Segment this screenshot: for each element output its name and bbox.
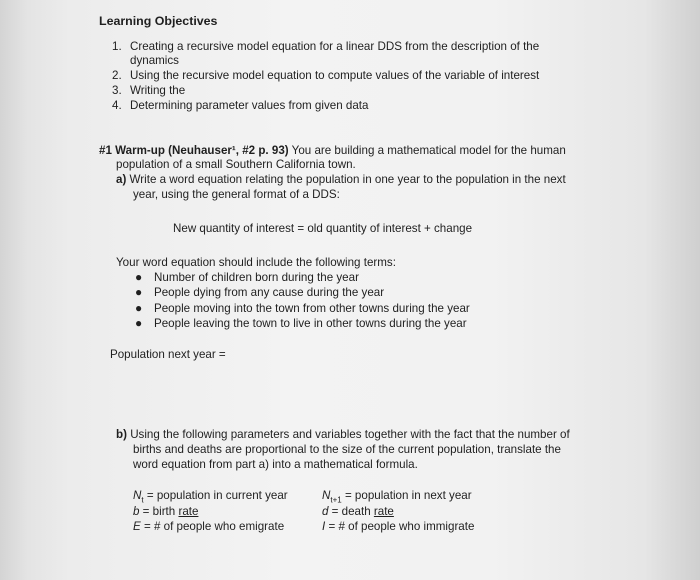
problem-intro-line1: #1 Warm-up (Neuhauser¹, #2 p. 93) You are building a mathematical model for the human	[99, 144, 566, 157]
def-current-population: $N_t$ = population in current year	[133, 489, 288, 505]
def-death-rate: d = death rate	[322, 505, 394, 518]
def-birth-rate: b = birth rate	[133, 505, 199, 518]
part-b-label: b)	[116, 428, 127, 441]
bullet-icon: ●	[135, 285, 143, 299]
part-b-line2: births and deaths are proportional to the size of the current population, translate the	[133, 443, 561, 456]
def-next-population: $N_{t+1}$ = population in next year	[322, 489, 472, 505]
terms-intro: Your word equation should include the following terms:	[116, 256, 396, 269]
objective-item-2: 2. Using the recursive model equation to compute values of the variable of interest	[112, 69, 540, 82]
part-b-line3: word equation from part a) into a mathematical formula.	[133, 458, 418, 471]
problem-intro-line2: population of a small Southern California town.	[116, 158, 356, 171]
bullet-icon: ●	[135, 301, 143, 315]
objective-item-1: 1. Creating a recursive model equation for a linear DDS from the description of the	[112, 40, 540, 53]
objectives-heading: Learning Objectives	[99, 14, 218, 28]
part-a-line2: year, using the general format of a DDS:	[133, 188, 340, 201]
part-a-label: a)	[116, 173, 127, 186]
def-immigrate: I = # of people who immigrate	[322, 520, 475, 533]
part-a-line1: a) Write a word equation relating the population in one year to the population in the next	[116, 173, 566, 186]
objective-item-3: 3. Writing the	[112, 84, 186, 97]
bullet-icon: ●	[135, 270, 143, 284]
term-item-4: ● People leaving the town to live in other towns during the year	[135, 316, 467, 330]
answer-prompt: Population next year =	[110, 348, 226, 361]
term-item-3: ● People moving into the town from other towns during the year	[135, 301, 470, 315]
def-emigrate: E = # of people who emigrate	[133, 520, 285, 533]
problem-label: #1 Warm-up (Neuhauser¹, #2 p. 93)	[99, 144, 289, 157]
general-format-equation: New quantity of interest = old quantity of interest + change	[173, 222, 473, 235]
bullet-icon: ●	[135, 316, 143, 330]
objective-item-1-cont: dynamics	[130, 54, 179, 67]
term-item-2: ● People dying from any cause during the year	[135, 285, 385, 299]
part-b-line1: b) Using the following parameters and variables together with the fact that the number of	[116, 428, 570, 441]
term-item-1: ● Number of children born during the year	[135, 270, 359, 284]
objective-item-4: 4. Determining parameter values from given data	[112, 99, 369, 112]
